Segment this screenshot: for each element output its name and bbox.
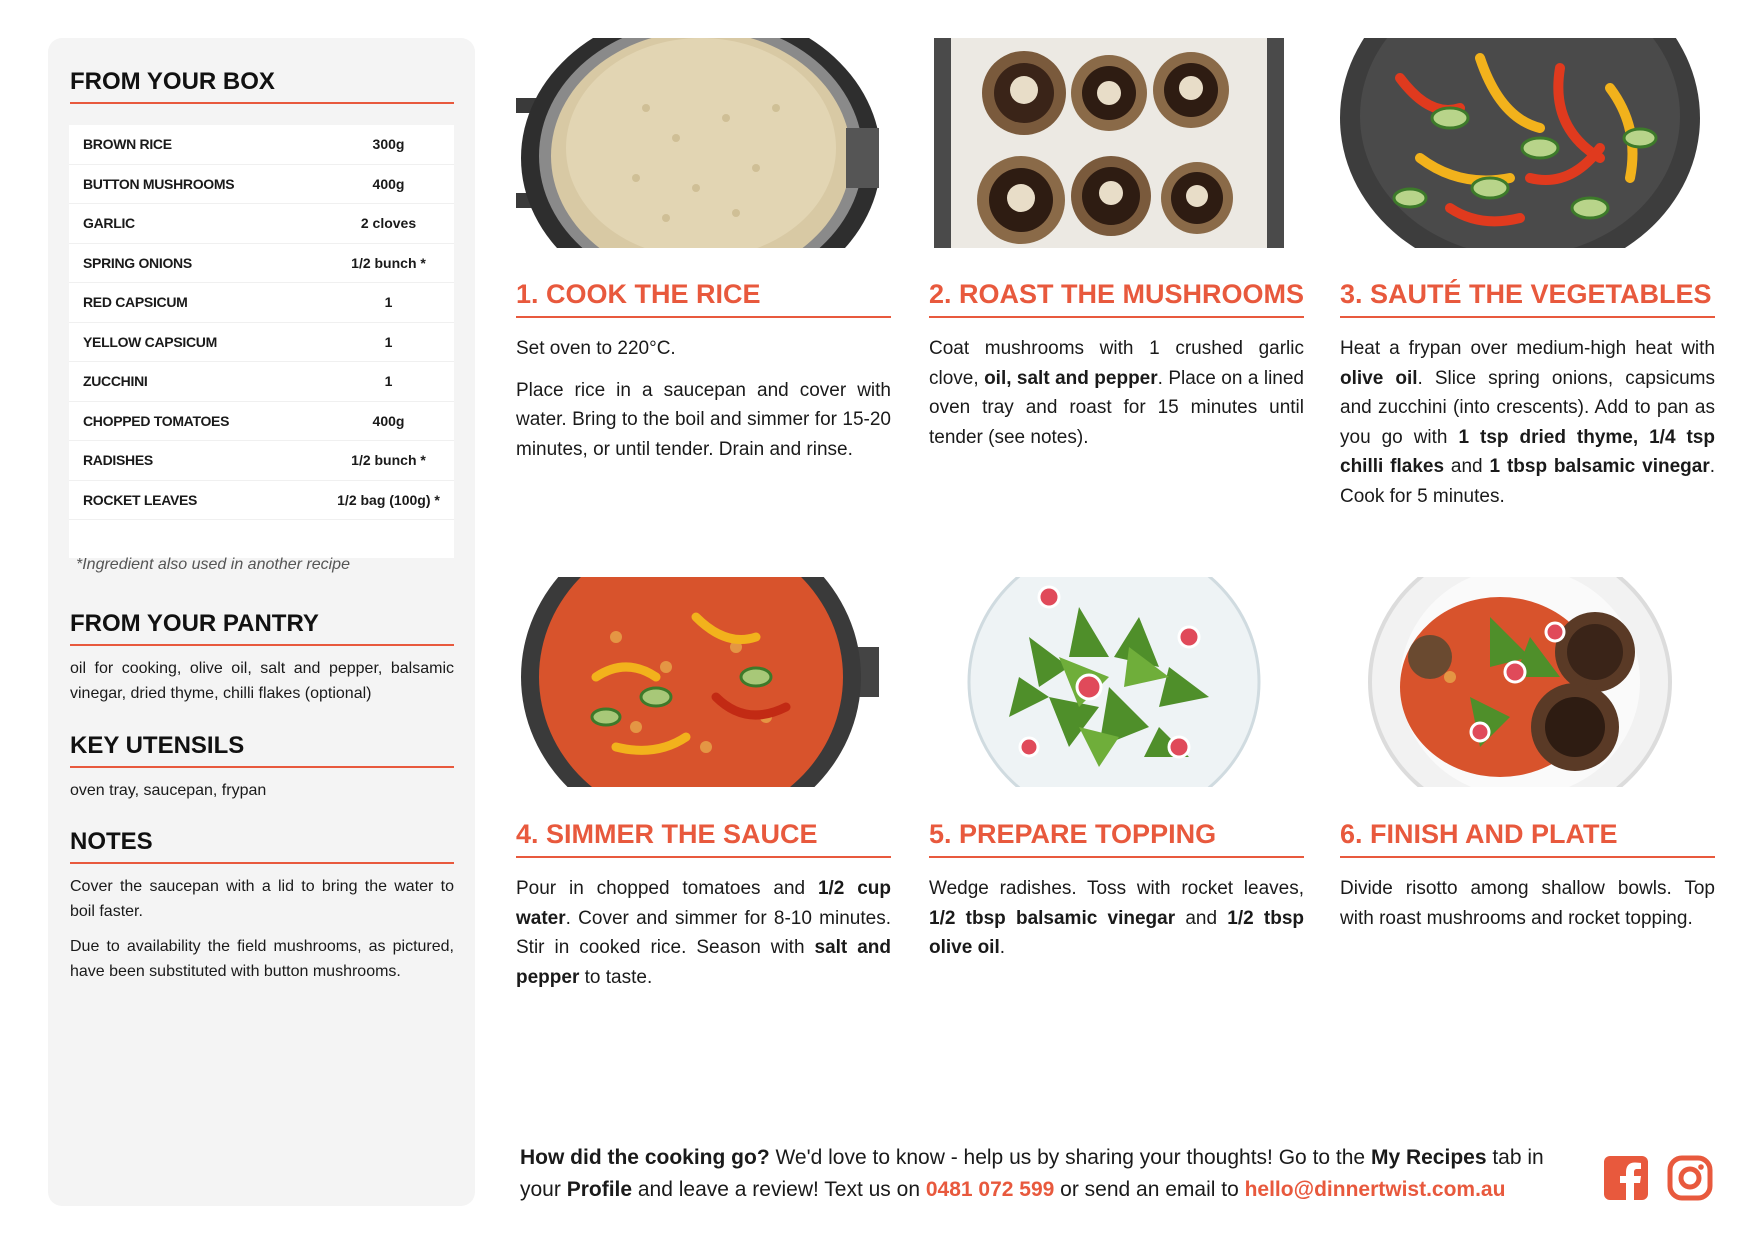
feedback-footer — [520, 1142, 1580, 1206]
step-text: . Place on a lined oven tray and roast for 15 minutes until tender (see notes). — [929, 367, 1304, 448]
step-paragraph — [1340, 874, 1715, 933]
step-4-title: 4. SIMMER THE SAUCE — [516, 819, 891, 858]
ingredient-name: BROWN RICE — [83, 136, 172, 153]
footer-bold-text: Profile — [566, 1178, 633, 1201]
ingredient-row — [69, 165, 454, 205]
footer-text: or send an email to — [1054, 1178, 1245, 1201]
plate-photo — [1340, 577, 1703, 787]
utensils-text: oven tray, saucepan, frypan — [70, 782, 267, 799]
footer-text: tab in your — [520, 1146, 1544, 1201]
step-text: to taste. — [579, 966, 653, 988]
step-2-body — [929, 334, 1304, 464]
ingredient-row — [69, 481, 454, 521]
ingredient-name: GARLIC — [83, 215, 135, 232]
ingredient-name: ROCKET LEAVES — [83, 491, 198, 508]
step-1-body — [516, 334, 891, 476]
step-paragraph — [929, 874, 1304, 963]
step-text: Divide risotto among shallow bowls. Top with roast mushrooms and rocket topping. — [1340, 878, 1715, 929]
ingredients-empty-row — [69, 520, 454, 558]
ingredient-row — [69, 441, 454, 481]
ingredient-row — [69, 362, 454, 402]
bold-ingredient: 1 tsp dried thyme, 1/4 tsp chilli flakes — [1340, 426, 1715, 477]
salad-photo — [929, 577, 1292, 787]
bold-ingredient: olive oil — [1340, 367, 1418, 389]
ingredient-name: RED CAPSICUM — [83, 294, 188, 311]
note-1: Cover the saucepan with a lid to bring the water to boil faster. — [70, 878, 454, 920]
ingredient-qty: 400g — [372, 412, 405, 429]
bold-ingredient: oil, salt and pepper — [984, 367, 1158, 389]
step-1-title: 1. COOK THE RICE — [516, 279, 891, 318]
step-paragraph — [516, 376, 891, 465]
vegetables-photo — [1340, 38, 1703, 248]
ingredient-qty: 2 cloves — [360, 215, 417, 232]
step-2-title: 2. ROAST THE MUSHROOMS — [929, 279, 1304, 318]
step-text: . Cover and simmer for 8-10 minutes. Stir in cooked rice. Season with — [516, 907, 891, 958]
step-paragraph — [516, 334, 891, 364]
ingredient-name: YELLOW CAPSICUM — [83, 333, 217, 350]
ingredients-panel — [48, 38, 475, 1206]
footer-text: We'd love to know - help us by sharing your thoughts! Go to the — [769, 1146, 1371, 1169]
step-text: Pour in chopped tomatoes and — [516, 878, 818, 899]
box-title: FROM YOUR BOX — [70, 68, 454, 104]
ingredient-name: RADISHES — [83, 452, 153, 469]
utensils-title: KEY UTENSILS — [70, 732, 454, 768]
ingredient-qty: 1/2 bunch * — [351, 254, 426, 271]
bold-ingredient: salt and pepper — [516, 937, 891, 988]
bold-ingredient: 1/2 cup water — [516, 878, 891, 929]
email-link[interactable]: hello@dinnertwist.com.au — [1244, 1178, 1506, 1201]
ingredient-row — [69, 402, 454, 442]
ingredient-row — [69, 323, 454, 363]
ingredient-qty: 1 — [384, 294, 393, 311]
step-5-title: 5. PREPARE TOPPING — [929, 819, 1304, 858]
step-text: Wedge radishes. Toss with rocket leaves, — [929, 878, 1304, 899]
bold-ingredient: 1/2 tbsp olive oil — [929, 907, 1304, 958]
ingredient-name: SPRING ONIONS — [83, 254, 192, 271]
notes-title: NOTES — [70, 828, 454, 864]
phone-link[interactable]: 0481 072 599 — [925, 1178, 1055, 1201]
note-2: Due to availability the field mushrooms, as pictured, have been substituted with button mushrooms. — [70, 938, 454, 980]
step-paragraph — [1340, 334, 1715, 511]
ingredient-qty: 1 — [384, 373, 393, 390]
sauce-photo — [516, 577, 879, 787]
step-6-title: 6. FINISH AND PLATE — [1340, 819, 1715, 858]
ingredient-qty: 400g — [372, 175, 405, 192]
rice-photo — [516, 38, 879, 248]
ingredient-row — [69, 244, 454, 284]
footnote: *Ingredient also used in another recipe — [76, 556, 350, 573]
step-5-body — [929, 874, 1304, 975]
step-6-body — [1340, 874, 1715, 945]
step-4-body — [516, 874, 891, 1004]
step-text: Set oven to 220°C. — [516, 338, 676, 359]
step-text: Heat a frypan over medium-high heat with — [1340, 338, 1715, 359]
step-text: Coat mushrooms with 1 crushed garlic clove, — [929, 338, 1304, 389]
facebook-icon[interactable] — [1603, 1155, 1649, 1201]
step-text: . — [999, 937, 1006, 958]
ingredient-row — [69, 125, 454, 165]
footer-text: and leave a review! Text us on — [632, 1178, 926, 1201]
ingredient-qty: 1 — [384, 333, 393, 350]
mushrooms-photo — [929, 38, 1292, 248]
ingredient-name: ZUCCHINI — [83, 373, 148, 390]
ingredient-qty: 1/2 bunch * — [351, 452, 426, 469]
bold-ingredient: 1 tbsp balsamic vinegar — [1489, 456, 1710, 477]
bold-ingredient: 1/2 tbsp balsamic vinegar — [929, 907, 1176, 929]
ingredient-row — [69, 204, 454, 244]
step-paragraph — [516, 874, 891, 992]
footer-bold-text: How did the cooking go? — [520, 1146, 770, 1169]
step-text: and — [1175, 907, 1228, 929]
ingredient-qty: 300g — [372, 136, 405, 153]
ingredient-name: BUTTON MUSHROOMS — [83, 175, 235, 192]
ingredient-row — [69, 283, 454, 323]
step-text: Place rice in a saucepan and cover with water. Bring to the boil and simmer for 15-20 minutes, or until tender. Drain and rinse. — [516, 379, 891, 460]
step-text: . Slice spring onions, capsicums and zucchini (into crescents). Add to pan as you go with — [1340, 367, 1715, 448]
ingredient-qty: 1/2 bag (100g) * — [337, 491, 440, 508]
ingredient-name: CHOPPED TOMATOES — [83, 412, 230, 429]
step-text: . Cook for 5 minutes. — [1340, 456, 1715, 507]
step-paragraph — [929, 334, 1304, 452]
instagram-icon[interactable] — [1667, 1155, 1713, 1201]
step-3-title: 3. SAUTÉ THE VEGETABLES — [1340, 279, 1715, 318]
pantry-title: FROM YOUR PANTRY — [70, 610, 454, 646]
footer-bold-text: My Recipes — [1370, 1146, 1487, 1169]
step-3-body — [1340, 334, 1715, 523]
step-text: and — [1444, 456, 1490, 477]
ingredients-table — [69, 125, 454, 558]
pantry-text: oil for cooking, olive oil, salt and pepper, balsamic vinegar, dried thyme, chilli flakes (optional) — [70, 660, 454, 702]
